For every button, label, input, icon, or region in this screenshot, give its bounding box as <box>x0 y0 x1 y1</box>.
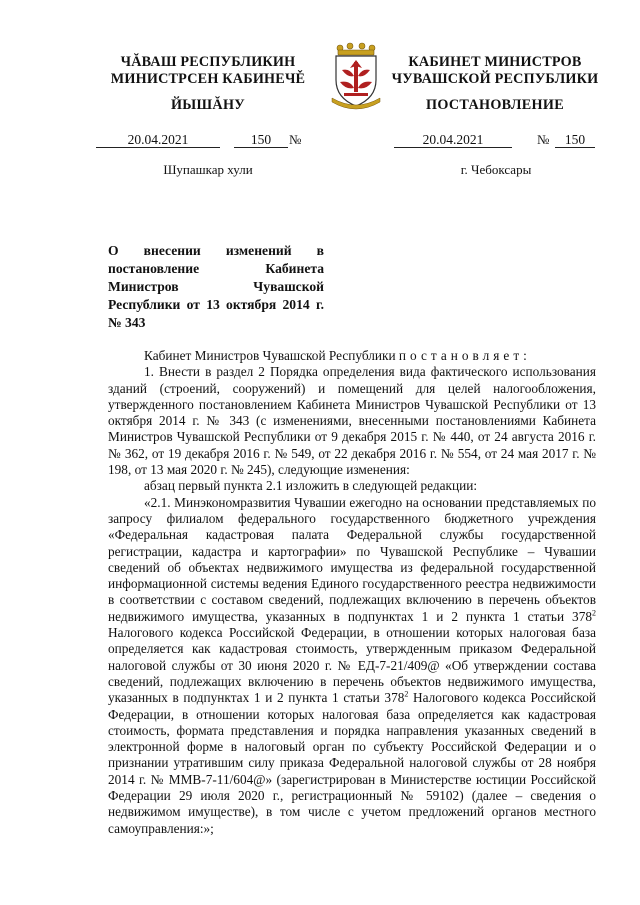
intro-text: Кабинет Министров Чувашской Республики <box>144 348 396 363</box>
left-org-line1: ЧĂВАШ РЕСПУБЛИКИН <box>120 54 296 70</box>
intro-paragraph <box>108 348 596 364</box>
right-org-line1: КАБИНЕТ МИНИСТРОВ <box>408 54 582 70</box>
right-number-field: 150 <box>555 132 595 148</box>
left-number-field: 150 <box>234 132 288 148</box>
left-number-sign: № <box>289 132 302 147</box>
left-date-field: 20.04.2021 <box>96 132 220 148</box>
right-org-line2: ЧУВАШСКОЙ РЕСПУБЛИКИ <box>391 71 599 87</box>
left-org-header <box>96 54 320 88</box>
paragraph-3-part-b: Налогового кодекса Российской Федерации, в отношении которых налоговая база определяется как кадастровая стоимость, утвержденным приказом Федеральной налоговой службы от 30 июня 2020 г. № ЕД-7-21/409@ «Об утверждении состава сведений, подлежащих включению в перечень объектов недвижимого имущества, указанных в подпунктах 1 и 2 пункта 1 статьи 378 <box>108 625 596 706</box>
left-org-line2: МИНИСТРСЕН КАБИНЕЧĚ <box>110 71 306 87</box>
superscript-1: 2 <box>592 608 596 618</box>
document-subject: О внесении изменений в постановление Кабинета Министров Чувашской Республики от 13 октября 2014 г. № 343 <box>108 243 324 330</box>
paragraph-3 <box>108 495 596 837</box>
paragraph-2: абзац первый пункта 2.1 изложить в следующей редакции: <box>144 478 478 494</box>
right-place: г. Чебоксары <box>460 162 532 177</box>
superscript-2: 2 <box>404 689 409 699</box>
right-doc-type: ПОСТАНОВЛЕНИЕ <box>426 97 564 113</box>
right-org-header <box>382 54 608 88</box>
left-doc-type: ЙЫШĂНУ <box>170 97 246 113</box>
paragraph-3-part-c: Налогового кодекса Российской Федерации, в отношении которых налоговая база определяется как кадастровая стоимость, формата представления и порядка направления указанных сведений в электронной форме в налоговый орган по субъекту Российской Федерации и о признании утратившим силу приказа Федеральной налоговой службы от 28 ноября 2014 г. № ММВ-7-11/604@» (зарегистрирован в Министерстве юстиции Российской Федерации 29 июля 2020 г., регистрационный № 59102) (далее – сведения о недвижимом имуществе), в том числе с учетом предложений органов местного самоуправления:»; <box>108 690 597 836</box>
chuvash-emblem-icon <box>330 40 382 110</box>
left-place: Шупашкар хули <box>163 162 253 177</box>
document-body <box>108 348 596 837</box>
right-date-field: 20.04.2021 <box>394 132 512 148</box>
paragraph-1: 1. Внести в раздел 2 Порядка определения вида фактического использования зданий (строений, сооружений) и помещений для целей налогообложения, утвержденного постановлением Кабинета Министров Чувашской Республики от 13 октября 2014 г. № 343 (с изменениями, внесенными постановлениями Кабинета Министров Чувашской Республики от 9 декабря 2015 г. № 440, от 24 августа 2016 г. № 362, от 19 декабря 2016 г. № 549, от 22 декабря 2016 г. № 554, от 24 мая 2017 г. № 198, от 13 мая 2020 г. № 245), следующие изменения: <box>108 364 596 478</box>
paragraph-3-part-a: «2.1. Минэкономразвития Чувашии ежегодно на основании представляемых по запросу филиалом федерального государственного бюджетного учреждения «Федеральная кадастровая палата Федеральной службы государственной регистрации, кадастра и картографии» по Чувашской Республике – Чувашии сведений об объектах недвижимого имущества из федеральной государственной информационной системы ведения Единого государственного реестра недвижимости в соответствии с составом сведений, подлежащих включению в перечень объектов недвижимого имущества, указанных в подпунктах 1 и 2 пункта 1 статьи 378 <box>108 494 596 624</box>
intro-colon: : <box>523 348 527 363</box>
intro-keyword: постановляет <box>398 348 524 363</box>
right-number-sign: № <box>537 132 550 147</box>
